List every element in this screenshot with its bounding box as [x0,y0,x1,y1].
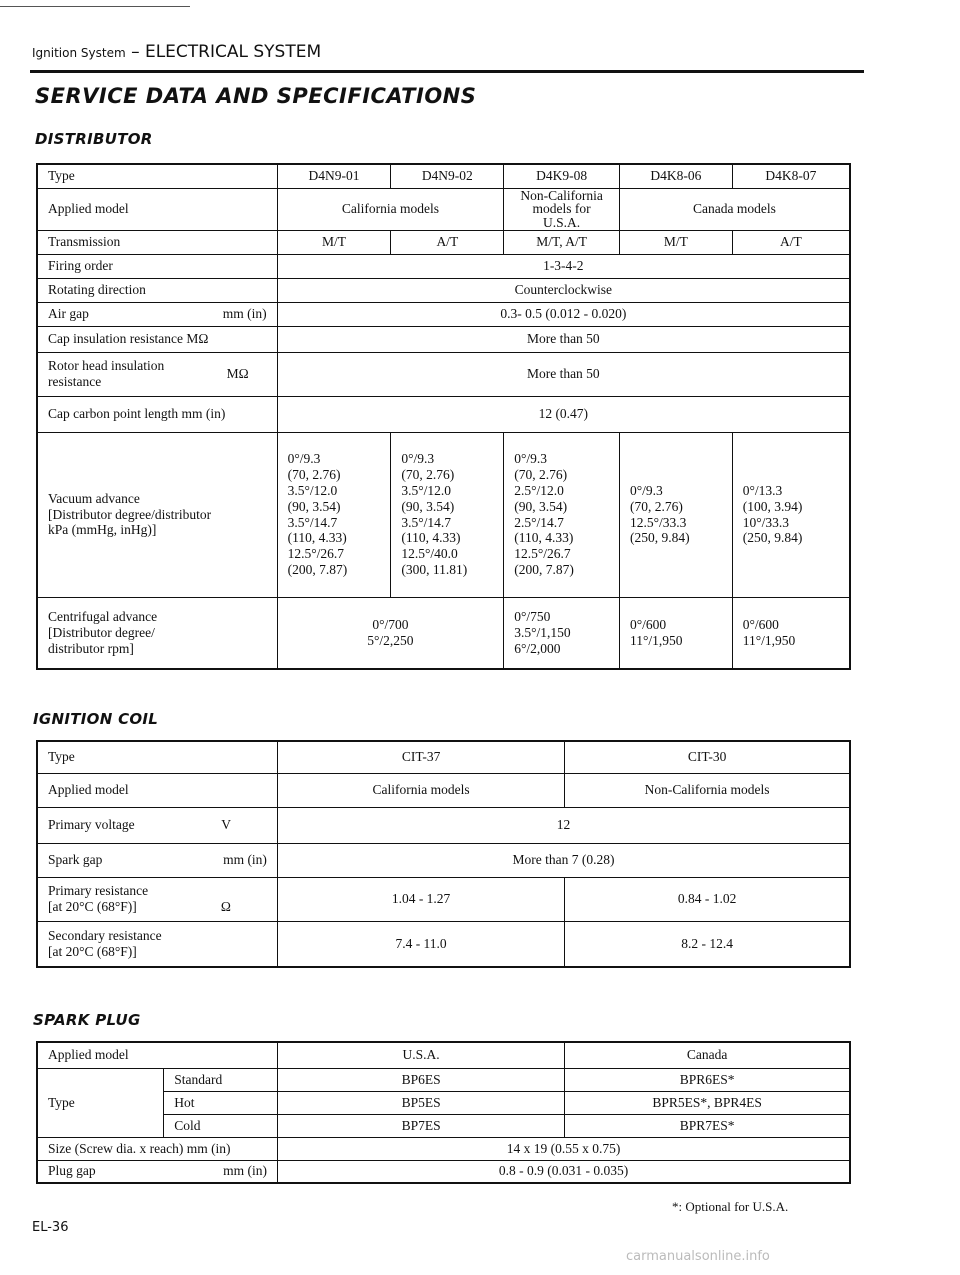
vacuum-value: (70, 2.76) [514,466,568,482]
centrifugal-value: 0°/750 [514,608,551,624]
secondary-resistance-cell: 8.2 - 12.4 [565,921,850,967]
vacuum-value: 12.5°/33.3 [629,514,687,530]
rotor-unit: MΩ [226,366,249,382]
vacuum-label: Vacuum advance [48,490,140,506]
plug-gap-label: Plug gap [48,1163,96,1179]
vacuum-value: (200, 7.87) [287,562,348,578]
vacuum-value: (70, 2.76) [287,466,341,482]
spark-plug-table [36,1041,851,1184]
table-row [37,278,850,302]
applied-model-cell: Canada models [619,188,850,230]
centrifugal-value: 3.5°/1,150 [514,624,571,640]
plug-applied-cell: U.S.A. [278,1042,565,1068]
centrifugal-value: 11°/1,950 [742,632,796,648]
vacuum-value: 0°/9.3 [287,450,321,466]
transmission-cell: M/T [277,230,391,254]
table-row [37,773,850,807]
plug-size-unit: mm (in) [186,1140,231,1156]
vacuum-label: kPa (mmHg, inHg)] [48,522,157,538]
table-row [37,188,850,230]
secondary-resistance-label-cell [37,921,277,967]
vacuum-value: (110, 4.33) [287,530,347,546]
watermark: carmanualsonline.info [626,1249,770,1264]
vacuum-value: (70, 2.76) [401,466,455,482]
coil-type-cell: CIT-30 [565,741,850,773]
plug-canada-cell: BPR6ES* [565,1068,850,1091]
centrifugal-label: Centrifugal advance [48,608,158,624]
vacuum-cell [732,432,850,597]
air-gap-label: Air gap [48,306,89,322]
vacuum-value: 10°/33.3 [742,514,790,530]
header-rule [30,70,864,73]
primary-voltage-label-cell [37,807,277,843]
centrifugal-value: 0°/600 [629,616,667,632]
plug-heat-label: Standard [164,1068,278,1091]
vacuum-cell [619,432,732,597]
vacuum-value: 12.5°/40.0 [401,546,458,562]
spark-gap-unit: mm (in) [223,852,267,868]
vacuum-value: (110, 4.33) [401,530,461,546]
plug-size-label: Size (Screw dia. x reach) [48,1140,184,1156]
firing-order-value: 1-3-4-2 [277,254,850,278]
primary-voltage-label: Primary voltage [48,817,135,833]
primary-resistance-label: [at 20°C (68°F)] [48,898,137,914]
table-row [37,432,850,597]
plug-size-label-cell [37,1137,278,1160]
coil-type-cell: CIT-37 [277,741,564,773]
primary-resistance-label-cell [37,877,277,921]
coil-applied-label: Applied model [37,773,277,807]
vacuum-value: (110, 4.33) [514,530,574,546]
plug-applied-label: Applied model [37,1042,278,1068]
primary-voltage-value: 12 [277,807,850,843]
rotor-label: resistance [48,374,102,389]
primary-resistance-unit: Ω [220,899,231,915]
header-dash: – [131,42,140,62]
table-row [37,1042,850,1068]
type-cell: D4N9-02 [391,164,504,188]
primary-resistance-label: Primary resistance [48,883,149,899]
plug-type-label: Type [37,1068,164,1137]
type-label: Type [37,164,277,188]
secondary-resistance-label: Secondary resistance [48,927,162,943]
transmission-cell: A/T [391,230,504,254]
centrifugal-cell [504,597,620,669]
top-edge-line [0,6,190,7]
ignition-coil-table [36,740,851,968]
vacuum-label-cell [37,432,277,597]
page-title: SERVICE DATA AND SPECIFICATIONS [35,84,477,108]
type-cell: D4N9-01 [277,164,391,188]
centrifugal-cell [619,597,732,669]
plug-heat-label: Cold [164,1114,278,1137]
transmission-cell: M/T, A/T [504,230,620,254]
plug-canada-cell: BPR5ES*, BPR4ES [565,1091,850,1114]
coil-type-label: Type [37,741,277,773]
vacuum-cell [391,432,504,597]
spark-plug-heading: SPARK PLUG [33,1011,141,1029]
firing-order-label: Firing order [37,254,277,278]
vacuum-value: 0°/9.3 [514,450,547,466]
centrifugal-cell [277,597,504,669]
air-gap-unit: mm (in) [222,306,267,322]
header-subsection: Ignition System [32,46,126,60]
rotor-value: More than 50 [277,352,850,396]
table-row [37,326,850,352]
plug-heat-label: Hot [164,1091,278,1114]
vacuum-value: 3.5°/12.0 [401,482,452,498]
page-number: EL-36 [32,1220,69,1235]
centrifugal-value: 6°/2,000 [514,640,561,656]
air-gap-value: 0.3- 0.5 (0.012 - 0.020) [277,302,850,326]
vacuum-label: [Distributor degree/distributor [48,506,212,522]
vacuum-value: (90, 3.54) [287,498,341,514]
table-row [37,396,850,432]
header-section: ELECTRICAL SYSTEM [144,42,322,62]
plug-gap-value: 0.8 - 0.9 (0.031 - 0.035) [278,1160,850,1183]
plug-usa-cell: BP7ES [278,1114,565,1137]
table-row [37,741,850,773]
spark-gap-value: More than 7 (0.28) [277,843,850,877]
table-row [37,877,850,921]
table-row [37,807,850,843]
vacuum-value: 3.5°/14.7 [287,514,338,530]
applied-model-cell: Non-California models for U.S.A. [504,188,620,230]
vacuum-value: (200, 7.87) [514,562,574,578]
type-cell: D4K9-08 [504,164,620,188]
plug-gap-unit: mm (in) [223,1163,268,1179]
primary-voltage-unit: V [221,817,231,833]
air-gap-label-cell [37,302,277,326]
cap-insulation-label: Cap insulation resistance MΩ [37,326,277,352]
cap-carbon-value: 12 (0.47) [277,396,850,432]
spark-gap-label-cell [37,843,277,877]
table-row [37,230,850,254]
vacuum-value: (90, 3.54) [401,498,455,514]
centrifugal-value: 0°/700 [372,616,409,632]
vacuum-value: 2.5°/12.0 [514,482,564,498]
vacuum-value: (300, 11.81) [401,562,468,578]
table-row [37,352,850,396]
plug-usa-cell: BP5ES [278,1091,565,1114]
plug-size-value: 14 x 19 (0.55 x 0.75) [278,1137,850,1160]
vacuum-value: (250, 9.84) [629,530,690,546]
secondary-resistance-cell: 7.4 - 11.0 [277,921,564,967]
vacuum-value: 3.5°/12.0 [287,482,338,498]
secondary-resistance-label: [at 20°C (68°F)] [48,943,137,959]
centrifugal-label-cell [37,597,277,669]
type-cell: D4K8-06 [619,164,732,188]
vacuum-value: 0°/13.3 [742,482,783,498]
vacuum-value: (70, 2.76) [629,498,683,514]
centrifugal-cell [732,597,850,669]
running-header [32,42,321,62]
primary-resistance-cell: 1.04 - 1.27 [277,877,564,921]
table-row [37,254,850,278]
cap-carbon-label: Cap carbon point length mm (in) [37,396,277,432]
spark-gap-label: Spark gap [48,852,103,868]
rotating-value: Counterclockwise [277,278,850,302]
vacuum-value: 2.5°/14.7 [514,514,564,530]
centrifugal-value: 11°/1,950 [629,632,683,648]
rotor-label-cell [37,352,277,396]
coil-applied-cell: California models [277,773,564,807]
vacuum-cell [504,432,620,597]
applied-model-label: Applied model [37,188,277,230]
vacuum-value: 0°/9.3 [629,482,663,498]
vacuum-value: 12.5°/26.7 [287,546,345,562]
vacuum-value: 0°/9.3 [401,450,435,466]
vacuum-value: (90, 3.54) [514,498,568,514]
ignition-coil-heading: IGNITION COIL [33,710,159,728]
coil-applied-cell: Non-California models [565,773,850,807]
primary-resistance-cell: 0.84 - 1.02 [565,877,850,921]
footnote: *: Optional for U.S.A. [672,1199,789,1214]
vacuum-value: (100, 3.94) [742,498,803,514]
rotor-label: Rotor head insulation [48,358,165,374]
centrifugal-value: 0°/600 [742,616,779,632]
table-row [37,302,850,326]
plug-applied-cell: Canada [565,1042,850,1068]
table-row [37,164,850,188]
vacuum-value: 3.5°/14.7 [401,514,452,530]
vacuum-value: (250, 9.84) [742,530,803,546]
cap-insulation-value: More than 50 [277,326,850,352]
table-row [37,1160,850,1183]
table-row [37,597,850,669]
transmission-cell: M/T [619,230,732,254]
distributor-heading: DISTRIBUTOR [35,130,153,148]
centrifugal-label: [Distributor degree/ [48,624,155,640]
table-row [37,921,850,967]
table-row [37,1137,850,1160]
plug-gap-label-cell [37,1160,278,1183]
centrifugal-value: 5°/2,250 [367,632,414,648]
transmission-label: Transmission [37,230,277,254]
rotating-label: Rotating direction [37,278,277,302]
table-row [37,843,850,877]
table-row [37,1068,850,1091]
centrifugal-label: distributor rpm] [48,640,134,656]
vacuum-value: 12.5°/26.7 [514,546,571,562]
distributor-table [36,163,851,670]
plug-canada-cell: BPR7ES* [565,1114,850,1137]
transmission-cell: A/T [732,230,850,254]
applied-model-cell: California models [277,188,504,230]
type-cell: D4K8-07 [732,164,850,188]
vacuum-cell [277,432,391,597]
plug-usa-cell: BP6ES [278,1068,565,1091]
